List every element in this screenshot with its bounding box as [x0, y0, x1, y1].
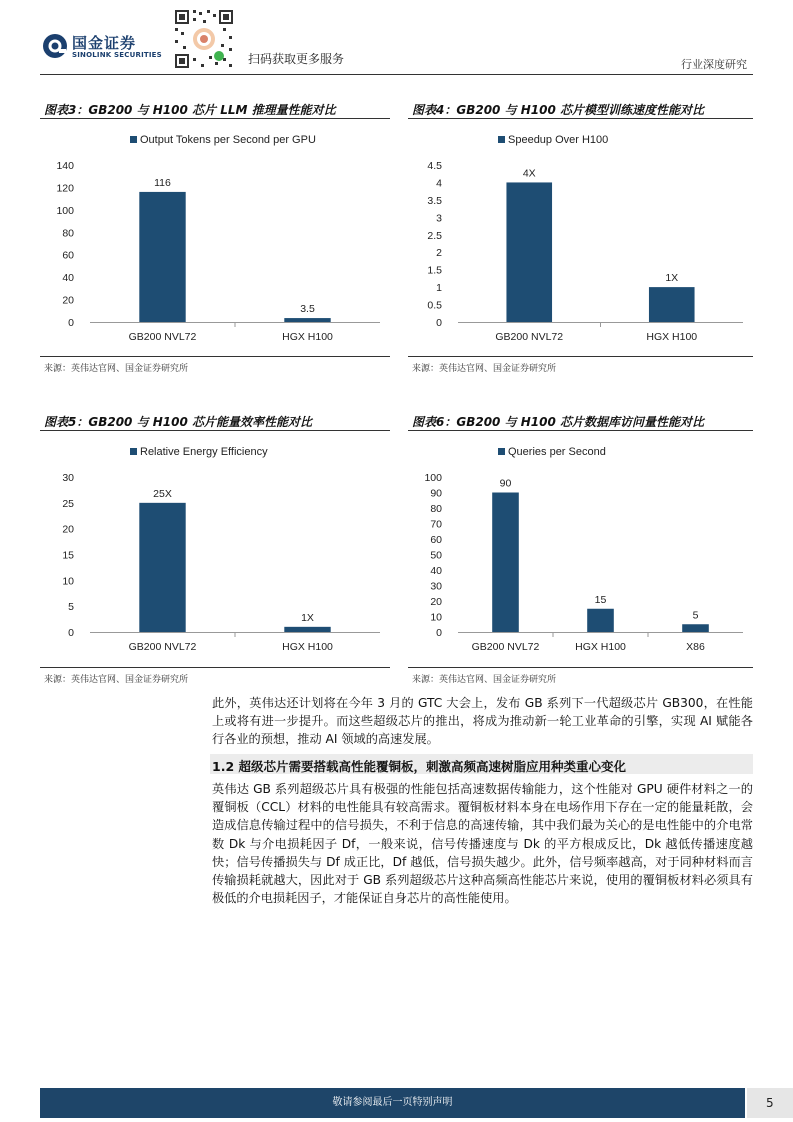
x-tick-label: HGX H100	[282, 331, 333, 343]
chart-title-rule-bottom-right	[408, 430, 753, 431]
chart3-title: 图表3：GB200 与 H100 芯片 LLM 推理量性能对比	[44, 103, 336, 117]
y-tick-label: 140	[56, 160, 74, 172]
legend-swatch	[498, 136, 505, 143]
chart5	[40, 434, 390, 662]
chart6-svg	[408, 434, 753, 662]
x-tick-label: GB200 NVL72	[495, 331, 564, 343]
y-tick-label: 40	[430, 565, 442, 577]
y-tick-label: 4.5	[427, 160, 442, 172]
body-paragraph-1	[212, 694, 753, 749]
y-tick-label: 4	[436, 177, 442, 190]
bar	[649, 287, 695, 322]
x-tick-label: GB200 NVL72	[128, 331, 197, 343]
qr-code-icon	[173, 8, 235, 70]
y-tick-label: 100	[424, 472, 442, 484]
x-tick-label: X86	[686, 641, 705, 653]
page-number: 5	[766, 1096, 774, 1110]
header	[0, 0, 793, 80]
chart6-source: 来源：英伟达官网、国金证券研究所	[412, 675, 557, 685]
y-tick-label: 100	[56, 204, 74, 217]
y-tick-label: 50	[430, 549, 442, 562]
chart-title-rule-bottom-left	[40, 430, 390, 431]
bar	[139, 503, 185, 632]
y-tick-label: 15	[62, 549, 74, 562]
y-tick-label: 1	[436, 282, 442, 295]
logo-name: 国金证券	[72, 34, 137, 52]
report-type: 行业深度研究	[681, 58, 747, 71]
chart4-title: 图表4：GB200 与 H100 芯片模型训练速度性能对比	[412, 103, 705, 117]
paragraph-1-text: 此外，英伟达还计划将在今年 3 月的 GTC 大会上，发布 GB 系列下一代超级芯片 GB300，在性能上或将有进一步提升。而这些超级芯片的推出，将成为推动新一轮工业革命的引擎，实现 AI 赋能各行各业的预想，推动 AI 领域的高速发展。	[212, 696, 753, 747]
bar	[587, 609, 614, 632]
data-label: 5	[692, 609, 699, 622]
chart3-source: 来源：英伟达官网、国金证券研究所	[44, 364, 189, 374]
chart6-title: 图表6：GB200 与 H100 芯片数据库访问量性能对比	[412, 415, 705, 429]
header-divider	[40, 74, 753, 75]
y-tick-label: 90	[430, 487, 442, 500]
legend-label: Speedup Over H100	[508, 134, 609, 146]
chart5-title: 图表5：GB200 与 H100 芯片能量效率性能对比	[44, 415, 313, 429]
data-label: 1X	[665, 272, 679, 285]
logo-subtitle: SINOLINK SECURITIES	[72, 51, 162, 59]
legend-swatch	[130, 448, 137, 455]
y-tick-label: 0	[68, 627, 74, 639]
data-label: 4X	[522, 167, 536, 180]
y-tick-label: 20	[430, 596, 442, 608]
scan-prompt: 扫码获取更多服务	[248, 52, 345, 66]
data-label: 25X	[153, 487, 172, 500]
bar	[284, 627, 330, 632]
y-tick-label: 0.5	[427, 299, 442, 312]
y-tick-label: 30	[430, 580, 442, 593]
chart5-svg	[40, 434, 390, 662]
data-label: 90	[499, 477, 512, 490]
bar	[492, 493, 519, 633]
x-tick-label: GB200 NVL72	[471, 641, 540, 653]
y-tick-label: 2.5	[427, 229, 442, 242]
data-label: 116	[154, 176, 171, 189]
chart-title-rule-top-right	[408, 118, 753, 119]
bar	[139, 192, 185, 322]
source-rule-bottom-right	[408, 667, 753, 668]
source-rule-top-left	[40, 356, 390, 357]
source-rule-bottom-left	[40, 667, 390, 668]
y-tick-label: 1.5	[427, 264, 442, 277]
chart6	[408, 434, 753, 662]
y-tick-label: 0	[436, 317, 442, 329]
legend-swatch	[130, 136, 137, 143]
bar	[506, 182, 552, 322]
y-tick-label: 3.5	[427, 194, 442, 207]
y-tick-label: 0	[436, 627, 442, 639]
chart-title-rule-top-left	[40, 118, 390, 119]
y-tick-label: 60	[430, 534, 442, 546]
x-tick-label: GB200 NVL72	[128, 641, 197, 653]
paragraph-2-text: 英伟达 GB 系列超级芯片具有极强的性能包括高速数据传输能力，这个性能对 GPU 硬件材料之一的覆铜板（CCL）材料的电性能具有较高需求。覆铜板材料本身在电场作用下存在一定的能量耗散，会造成信息传输过程中的信号损失，不利于信息的高速传输，其中我们最为关心的是电性能中的介电常数 Dk 与介电损耗因子 Df，一般来说，信号传播速度与 Dk 的平方根成反比，Dk 越低传播速度越快；信号传播损失与 Df 成正比，Df 越低，信号损失越少。此外，信号频率越高，对于同种材料而言传输损耗就越大，因此对于 GB 系列超级芯片这种高频高性能芯片来说，使用的覆铜板材料必须具有极低的介电损耗因子，才能保证自身芯片的高性能使用。	[212, 782, 753, 906]
section-title: 1.2 超级芯片需要搭载高性能覆铜板，刺激高频高速树脂应用种类重心变化	[212, 759, 626, 774]
footer-disclaimer: 敬请参阅最后一页特别声明	[332, 1097, 453, 1108]
x-tick-label: HGX H100	[282, 641, 333, 653]
x-tick-label: HGX H100	[575, 641, 626, 653]
y-tick-label: 80	[62, 227, 74, 240]
data-label: 15	[594, 593, 607, 606]
y-tick-label: 3	[436, 212, 442, 225]
y-tick-label: 80	[430, 503, 442, 515]
logo-icon	[42, 33, 68, 59]
legend-label: Output Tokens per Second per GPU	[140, 134, 316, 146]
legend-label: Queries per Second	[508, 446, 606, 458]
y-tick-label: 70	[430, 518, 442, 531]
legend-swatch	[498, 448, 505, 455]
y-tick-label: 20	[62, 523, 74, 536]
x-tick-label: HGX H100	[646, 331, 698, 343]
y-tick-label: 20	[62, 294, 74, 307]
chart4-svg	[408, 122, 753, 352]
body-paragraph-2	[212, 780, 753, 907]
chart4	[408, 122, 753, 352]
legend-label: Relative Energy Efficiency	[140, 446, 268, 458]
y-tick-label: 0	[68, 317, 74, 329]
footer-bar	[40, 1088, 745, 1118]
y-tick-label: 40	[62, 272, 74, 285]
y-tick-label: 60	[62, 249, 74, 262]
y-tick-label: 10	[62, 575, 74, 588]
y-tick-label: 25	[62, 497, 74, 510]
bar	[682, 624, 709, 632]
data-label: 1X	[301, 611, 314, 624]
y-tick-label: 10	[430, 611, 442, 624]
chart3	[40, 122, 390, 352]
source-rule-top-right	[408, 356, 753, 357]
bar	[284, 318, 330, 322]
data-label: 3.5	[300, 303, 315, 316]
y-tick-label: 30	[62, 472, 74, 484]
y-tick-label: 2	[436, 247, 442, 260]
qr-code[interactable]	[173, 8, 235, 70]
chart3-svg	[40, 122, 390, 352]
chart5-source: 来源：英伟达官网、国金证券研究所	[44, 675, 189, 685]
y-tick-label: 120	[56, 182, 74, 195]
chart4-source: 来源：英伟达官网、国金证券研究所	[412, 364, 557, 374]
y-tick-label: 5	[68, 601, 74, 614]
